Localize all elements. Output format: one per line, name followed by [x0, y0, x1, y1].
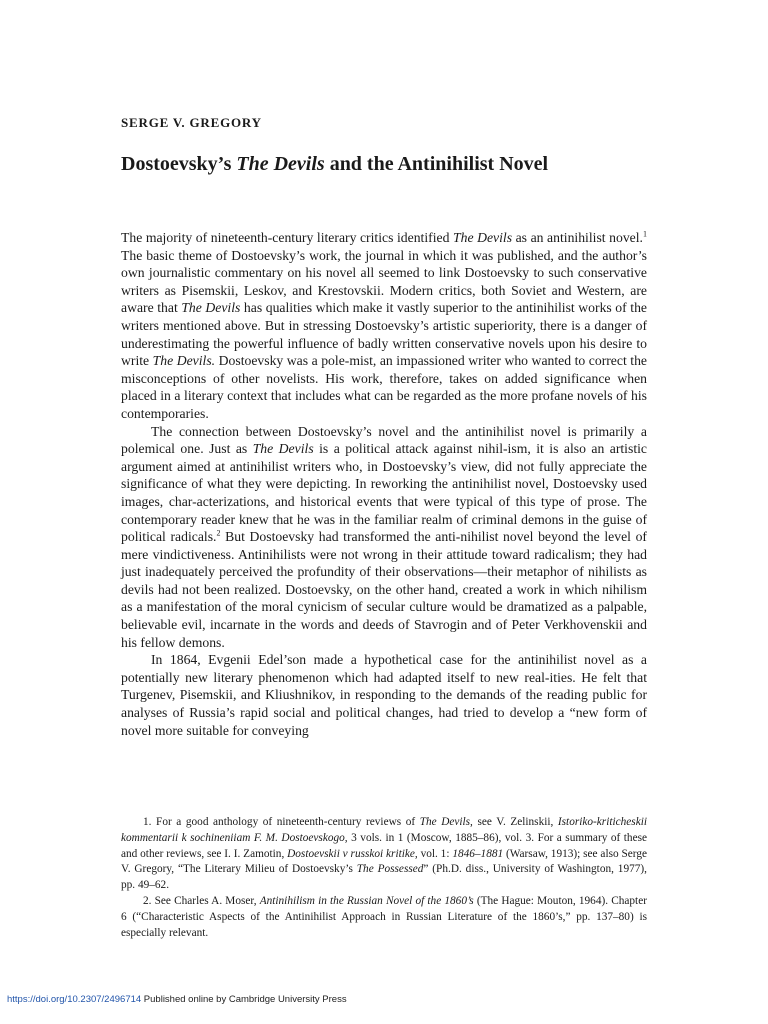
title-italic-work: The Devils: [236, 153, 325, 175]
footnote-ref-1[interactable]: 1: [642, 229, 647, 239]
footnote-ref-2[interactable]: 2: [216, 528, 221, 538]
author-name: SERGE V. GREGORY: [121, 115, 262, 130]
doi-link[interactable]: https://doi.org/10.2307/2496714: [7, 994, 142, 1005]
paragraph-1: The majority of nineteenth-century literary critics identified The Devils as an antinihilist novel.$^1$ The basic theme of Dostoevsky’s work, the journal in which it was published, and the author’s own journalistic commentary on his novel all seemed to link Dostoevsky to such conservative writers as Pisemskii, Leskov, and Krestovskii. Modern critics, both Soviet and Western, are aware that The Devils has qualities which make it vastly superior to the antinihilist works of the writers mentioned above. But in stressing Dostoevsky’s artistic superiority, there is a danger of underestimating the powerful influence of badly written conservative novels upon his desire to write The Devils. Dostoevsky was a pole-mist, an impassioned writer who wanted to correct the misconceptions of other novelists. His work, therefore, takes on added significance when placed in a literary context that includes what can be regarded as the more profane novels of his contemporaries.: [121, 229, 648, 421]
footnote-1: 1. For a good anthology of nineteenth-century reviews of The Devils, see V. Zelinskii, Istoriko-kriticheskii kommentarii k sochineniiam F. M. Dostoevskogo, 3 vols. in 1 (Moscow, 1885–86), vol. 3. For a summary of these and other reviews, see I. I. Zamotin, Dostoevskii v russkoi kritike, vol. 1: 1846–1881 (Warsaw, 1913); see also Serge V. Gregory, “The Literary Milieu of Dostoevsky’s The Possessed” (Ph.D. diss., University of Washington, 1977), pp. 49–62.: [121, 816, 647, 892]
article-body: [121, 229, 647, 739]
paragraph-3: In 1864, Evgenii Edel’son made a hypothetical case for the antinihilist novel as a potentially new literary phenomenon which had adapted itself to new real-ities. He felt that Turgenev, Pisemskii, and Kliushnikov, in responding to the demands of the reading public for analyses of Russia’s rapid social and political changes, had tried to develop a “new form of novel more suitable for conveying: [121, 652, 647, 738]
footnotes: [121, 815, 647, 941]
paragraph-2: The connection between Dostoevsky’s novel and the antinihilist novel is primarily a polemical one. Just as The Devils is a political attack against nihil-ism, it is also an artistic argument aimed at antinihilist writers who, in Dostoevsky’s view, did not fully appreciate the significance of what they were depicting. In reworking the antinihilist novel, Dostoevsky used images, char-acterizations, and historical events that were typical of this type of prose. The contemporary reader knew that he was in the familiar realm of criminal demons in the guise of political radicals.$^2$ But Dostoevsky had transformed the anti-nihilist novel beyond the level of mere vindictiveness. Antinihilists were not wrong in their attitude toward radicalism; they had just inadequately perceived the profundity of their observations—their metaphor of nihilists as devils had not been realized. Dostoevsky, on the other hand, created a work in which nihilism as a manifestation of the moral cynicism of secular culture would be dramatized as a palpable, believable evil, incarnate in the words and deeds of Stavrogin and of Peter Verkhovenskii and his fellow demons.: [121, 423, 647, 650]
footnote-2: 2. See Charles A. Moser, Antinihilism in the Russian Novel of the 1860’s (The Hague: Mouton, 1964). Chapter 6 (“Characteristic Aspects of the Antinihilist Approach in Russian Literature of the 1860’s,” pp. 137–80) is especially relevant.: [121, 894, 647, 939]
publisher-footer: https://doi.org/10.2307/2496714 Published online by Cambridge University Press: [7, 994, 347, 1005]
article-title: Dostoevsky’s The Devils and the Antinihilist Novel: [121, 153, 549, 175]
